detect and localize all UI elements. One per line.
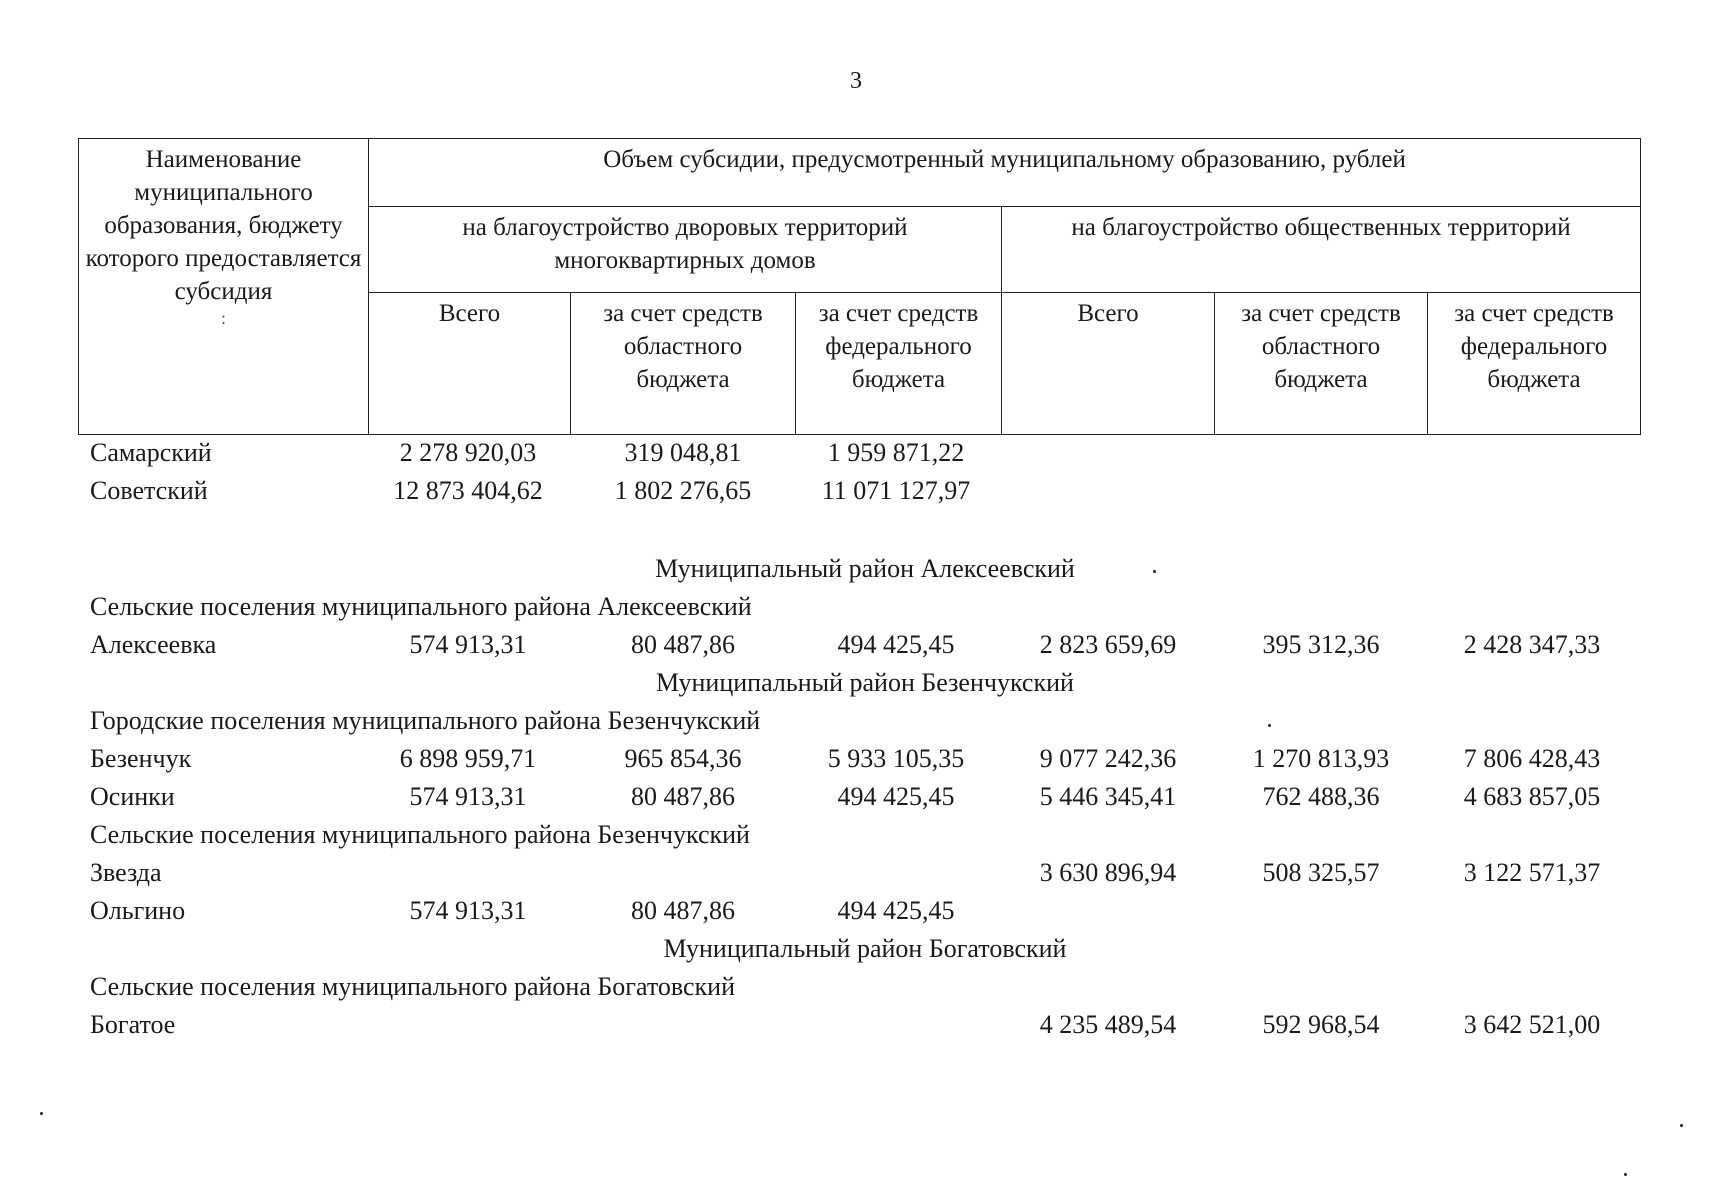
scan-speck xyxy=(1268,724,1271,727)
header-yards-federal: за счет средств федерального бюджета xyxy=(796,293,1002,435)
cell-yards-total: 6 898 959,71 xyxy=(399,744,537,773)
settlement-heading: Сельские поселения муниципального района Алексеевский xyxy=(90,592,752,621)
header-name-text: Наименование муниципального образования, бюджету которого предоставляется субсидия xyxy=(85,146,362,305)
table-row xyxy=(78,630,1640,668)
row-name: Безенчук xyxy=(90,744,192,773)
cell-public-federal: 7 806 428,43 xyxy=(1463,744,1601,773)
district-heading: Муниципальный район Безенчукский xyxy=(656,668,1074,697)
scan-speck xyxy=(1680,1124,1683,1127)
cell-public-total: 3 630 896,94 xyxy=(1039,858,1177,887)
row-name: Осинки xyxy=(90,782,175,811)
header-public-total: Всего xyxy=(1002,293,1215,435)
cell-yards-federal: 494 425,45 xyxy=(837,630,955,659)
settlement-heading: Сельские поселения муниципального района Безенчукский xyxy=(90,820,750,849)
table-row xyxy=(78,476,1640,514)
cell-yards-federal: 1 959 871,22 xyxy=(827,438,965,467)
header-yards-total: Всего xyxy=(369,293,571,435)
header-name-mark: : xyxy=(220,308,226,328)
cell-public-regional: 762 488,36 xyxy=(1262,782,1380,811)
cell-public-federal: 2 428 347,33 xyxy=(1463,630,1601,659)
cell-public-federal: 3 122 571,37 xyxy=(1463,858,1601,887)
header-group-public: на благоустройство общественных территорий xyxy=(1002,207,1641,293)
settlement-heading: Сельские поселения муниципального района Богатовский xyxy=(90,972,735,1001)
cell-public-total: 9 077 242,36 xyxy=(1039,744,1177,773)
cell-public-total: 2 823 659,69 xyxy=(1039,630,1177,659)
table-row xyxy=(78,438,1640,476)
header-public-federal: за счет средств федерального бюджета xyxy=(1428,293,1641,435)
cell-public-regional: 1 270 813,93 xyxy=(1252,744,1390,773)
header-name-column xyxy=(79,139,369,435)
cell-yards-total: 2 278 920,03 xyxy=(399,438,537,467)
row-name: Звезда xyxy=(90,858,162,887)
district-heading: Муниципальный район Богатовский xyxy=(663,934,1067,963)
cell-public-regional: 508 325,57 xyxy=(1262,858,1380,887)
table-body xyxy=(78,438,1640,1048)
cell-yards-federal: 494 425,45 xyxy=(837,896,955,925)
row-name: Алексеевка xyxy=(90,630,217,659)
subsidy-table-header xyxy=(78,138,1641,435)
header-group-yards: на благоустройство дворовых территорий многоквартирных домов xyxy=(369,207,1002,293)
table-row xyxy=(78,1010,1640,1048)
cell-yards-regional: 1 802 276,65 xyxy=(614,476,752,505)
settlement-heading: Городские поселения муниципального района Безенчукский xyxy=(90,706,761,735)
row-name: Ольгино xyxy=(90,896,186,925)
cell-yards-total: 574 913,31 xyxy=(409,782,527,811)
cell-yards-federal: 494 425,45 xyxy=(837,782,955,811)
table-row xyxy=(78,782,1640,820)
row-name: Богатое xyxy=(90,1010,176,1039)
scan-speck xyxy=(40,1112,43,1115)
cell-public-federal: 3 642 521,00 xyxy=(1463,1010,1601,1039)
cell-yards-regional: 80 487,86 xyxy=(631,782,735,811)
header-yards-regional: за счет средств областного бюджета xyxy=(571,293,796,435)
cell-yards-regional: 965 854,36 xyxy=(624,744,742,773)
cell-public-total: 4 235 489,54 xyxy=(1039,1010,1177,1039)
scan-speck xyxy=(1153,570,1156,573)
row-name: Самарский xyxy=(90,438,212,467)
cell-yards-total: 574 913,31 xyxy=(409,630,527,659)
cell-public-regional: 592 968,54 xyxy=(1262,1010,1380,1039)
cell-yards-regional: 80 487,86 xyxy=(631,630,735,659)
row-name: Советский xyxy=(90,476,208,505)
cell-yards-regional: 80 487,86 xyxy=(631,896,735,925)
cell-yards-total: 12 873 404,62 xyxy=(393,476,543,505)
cell-yards-federal: 11 071 127,97 xyxy=(821,476,971,505)
scan-speck xyxy=(1624,1173,1627,1176)
cell-yards-total: 574 913,31 xyxy=(409,896,527,925)
cell-public-federal: 4 683 857,05 xyxy=(1463,782,1601,811)
page-number: 3 xyxy=(850,68,862,94)
header-main-title: Объем субсидии, предусмотренный муниципальному образованию, рублей xyxy=(369,139,1641,207)
cell-public-total: 5 446 345,41 xyxy=(1039,782,1177,811)
cell-yards-federal: 5 933 105,35 xyxy=(827,744,965,773)
cell-yards-regional: 319 048,81 xyxy=(624,438,742,467)
table-row xyxy=(78,896,1640,934)
table-row xyxy=(78,744,1640,782)
header-public-regional: за счет средств областного бюджета xyxy=(1215,293,1428,435)
district-heading: Муниципальный район Алексеевский xyxy=(655,554,1075,583)
cell-public-regional: 395 312,36 xyxy=(1262,630,1380,659)
table-row xyxy=(78,858,1640,896)
